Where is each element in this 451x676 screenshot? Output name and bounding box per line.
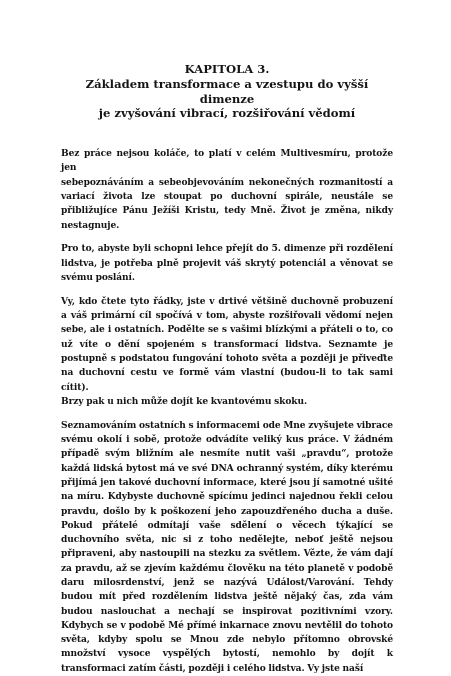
text-line: sebe, ale i ostatních. Podělte se s vašimi blízkými a přáteli o to, co	[61, 325, 393, 336]
chapter-title-line-2: je zvyšování vibrací, rozšiřování vědomí	[98, 106, 356, 121]
text-line: přijímá jen takové duchovní informace, které jsou jí samotné ušité	[61, 477, 393, 488]
text-line: za pravdu, až se zjevím každému člověku na této planetě v podobě	[61, 563, 393, 574]
text-line: postupně s podstatou fungování tohoto světa a později je přiveďte	[61, 354, 393, 365]
text-line: Pro to, abyste byli schopni lehce přejít do 5. dimenze při rozdělení	[61, 244, 393, 255]
text-line: množství vysoce vyspělých bytostí, nemohlo by dojít k	[61, 649, 393, 660]
text-line: Vy, kdo čtete tyto řádky, jste v drtivé většině duchovně probuzení	[61, 296, 393, 307]
text-line: svému okolí i sobě, protože odvádíte veliký kus práce. V žádném	[61, 435, 393, 446]
text-line: pravdu, došlo by k poškození jeho zapouzdřeného ducha a duše.	[61, 506, 393, 517]
text-line: variací života lze stoupat po duchovní spirále, neustále se	[61, 192, 393, 203]
text-line: případě svým bližním ale nesmíte nutit vaši „pravdu“, protože	[61, 449, 393, 460]
text-line: každá lidská bytost má ve své DNA ochranný systém, díky kterému	[61, 463, 393, 474]
text-line: a váš primární cíl spočívá v tom, abyste rozšiřovali vědomí nejen	[61, 311, 393, 322]
chapter-title-line-1: Základem transformace a vzestupu do vyšší dimenze	[85, 76, 369, 106]
paragraph	[61, 147, 393, 233]
text-line: připraveni, aby nastoupili na stezku za světlem. Vězte, že vám dají	[61, 549, 393, 560]
text-line: lidstva, je potřeba plně projevit váš skrytý potenciál a věnovat se	[61, 258, 393, 269]
text-line: přibližujíce Pánu Ježíši Kristu, tedy Mně. Život je změna, nikdy	[61, 206, 393, 217]
text-line: Kdybych se v podobě Mé přímé inkarnace znovu nevtělil do tohoto	[61, 620, 393, 631]
text-line: Bez práce nejsou koláče, to platí v celém Multivesmíru, protože jen	[61, 149, 393, 174]
text-line: daru milosrdenství, jenž se nazývá Událost/Varování. Tehdy	[61, 578, 393, 588]
text-line: na duchovní cestu ve formě vám vlastní (budou-li to tak sami cítit).	[61, 368, 393, 393]
text-line: budou mít před rozdělením lidstva ještě nějaký čas, zda vám	[61, 592, 393, 603]
text-line: na míru. Kdybyste duchovně spícímu jedinci najednou řekli celou	[61, 492, 393, 503]
text-line: světa, kdyby spolu se Mnou zde nebylo přítomno obrovské	[61, 635, 393, 646]
chapter-heading	[61, 62, 393, 121]
body-text	[61, 147, 393, 676]
text-line: sebepoznáváním a sebeobjevováním nekonečných rozmanitostí a	[61, 177, 393, 188]
chapter-label: KAPITOLA 3.	[184, 62, 270, 76]
text-line: Seznamováním ostatních s informacemi ode Mne zvyšujete vibrace	[61, 420, 393, 431]
text-line: už víte o dění spojeném s transformací lidstva. Seznamte je	[61, 339, 393, 350]
paragraph	[61, 295, 393, 409]
paragraph	[61, 242, 393, 285]
paragraph	[61, 419, 393, 676]
text-line: transformaci zatím části, později i celého lidstva. Vy jste naší	[61, 663, 364, 674]
text-line: duchovního světa, nic si z toho nedělejte, neboť ještě nejsou	[61, 535, 393, 546]
text-line: svému poslání.	[61, 273, 135, 284]
text-line: Brzy pak u nich může dojít ke kvantovému skoku.	[61, 396, 308, 407]
text-line: budou naslouchat a nechají se inspirovat pozitivními vzory.	[61, 606, 393, 617]
text-line: Pokud přátelé odmítají vaše sdělení o věcech týkající se	[61, 520, 393, 531]
text-line: nestagnuje.	[61, 220, 120, 231]
